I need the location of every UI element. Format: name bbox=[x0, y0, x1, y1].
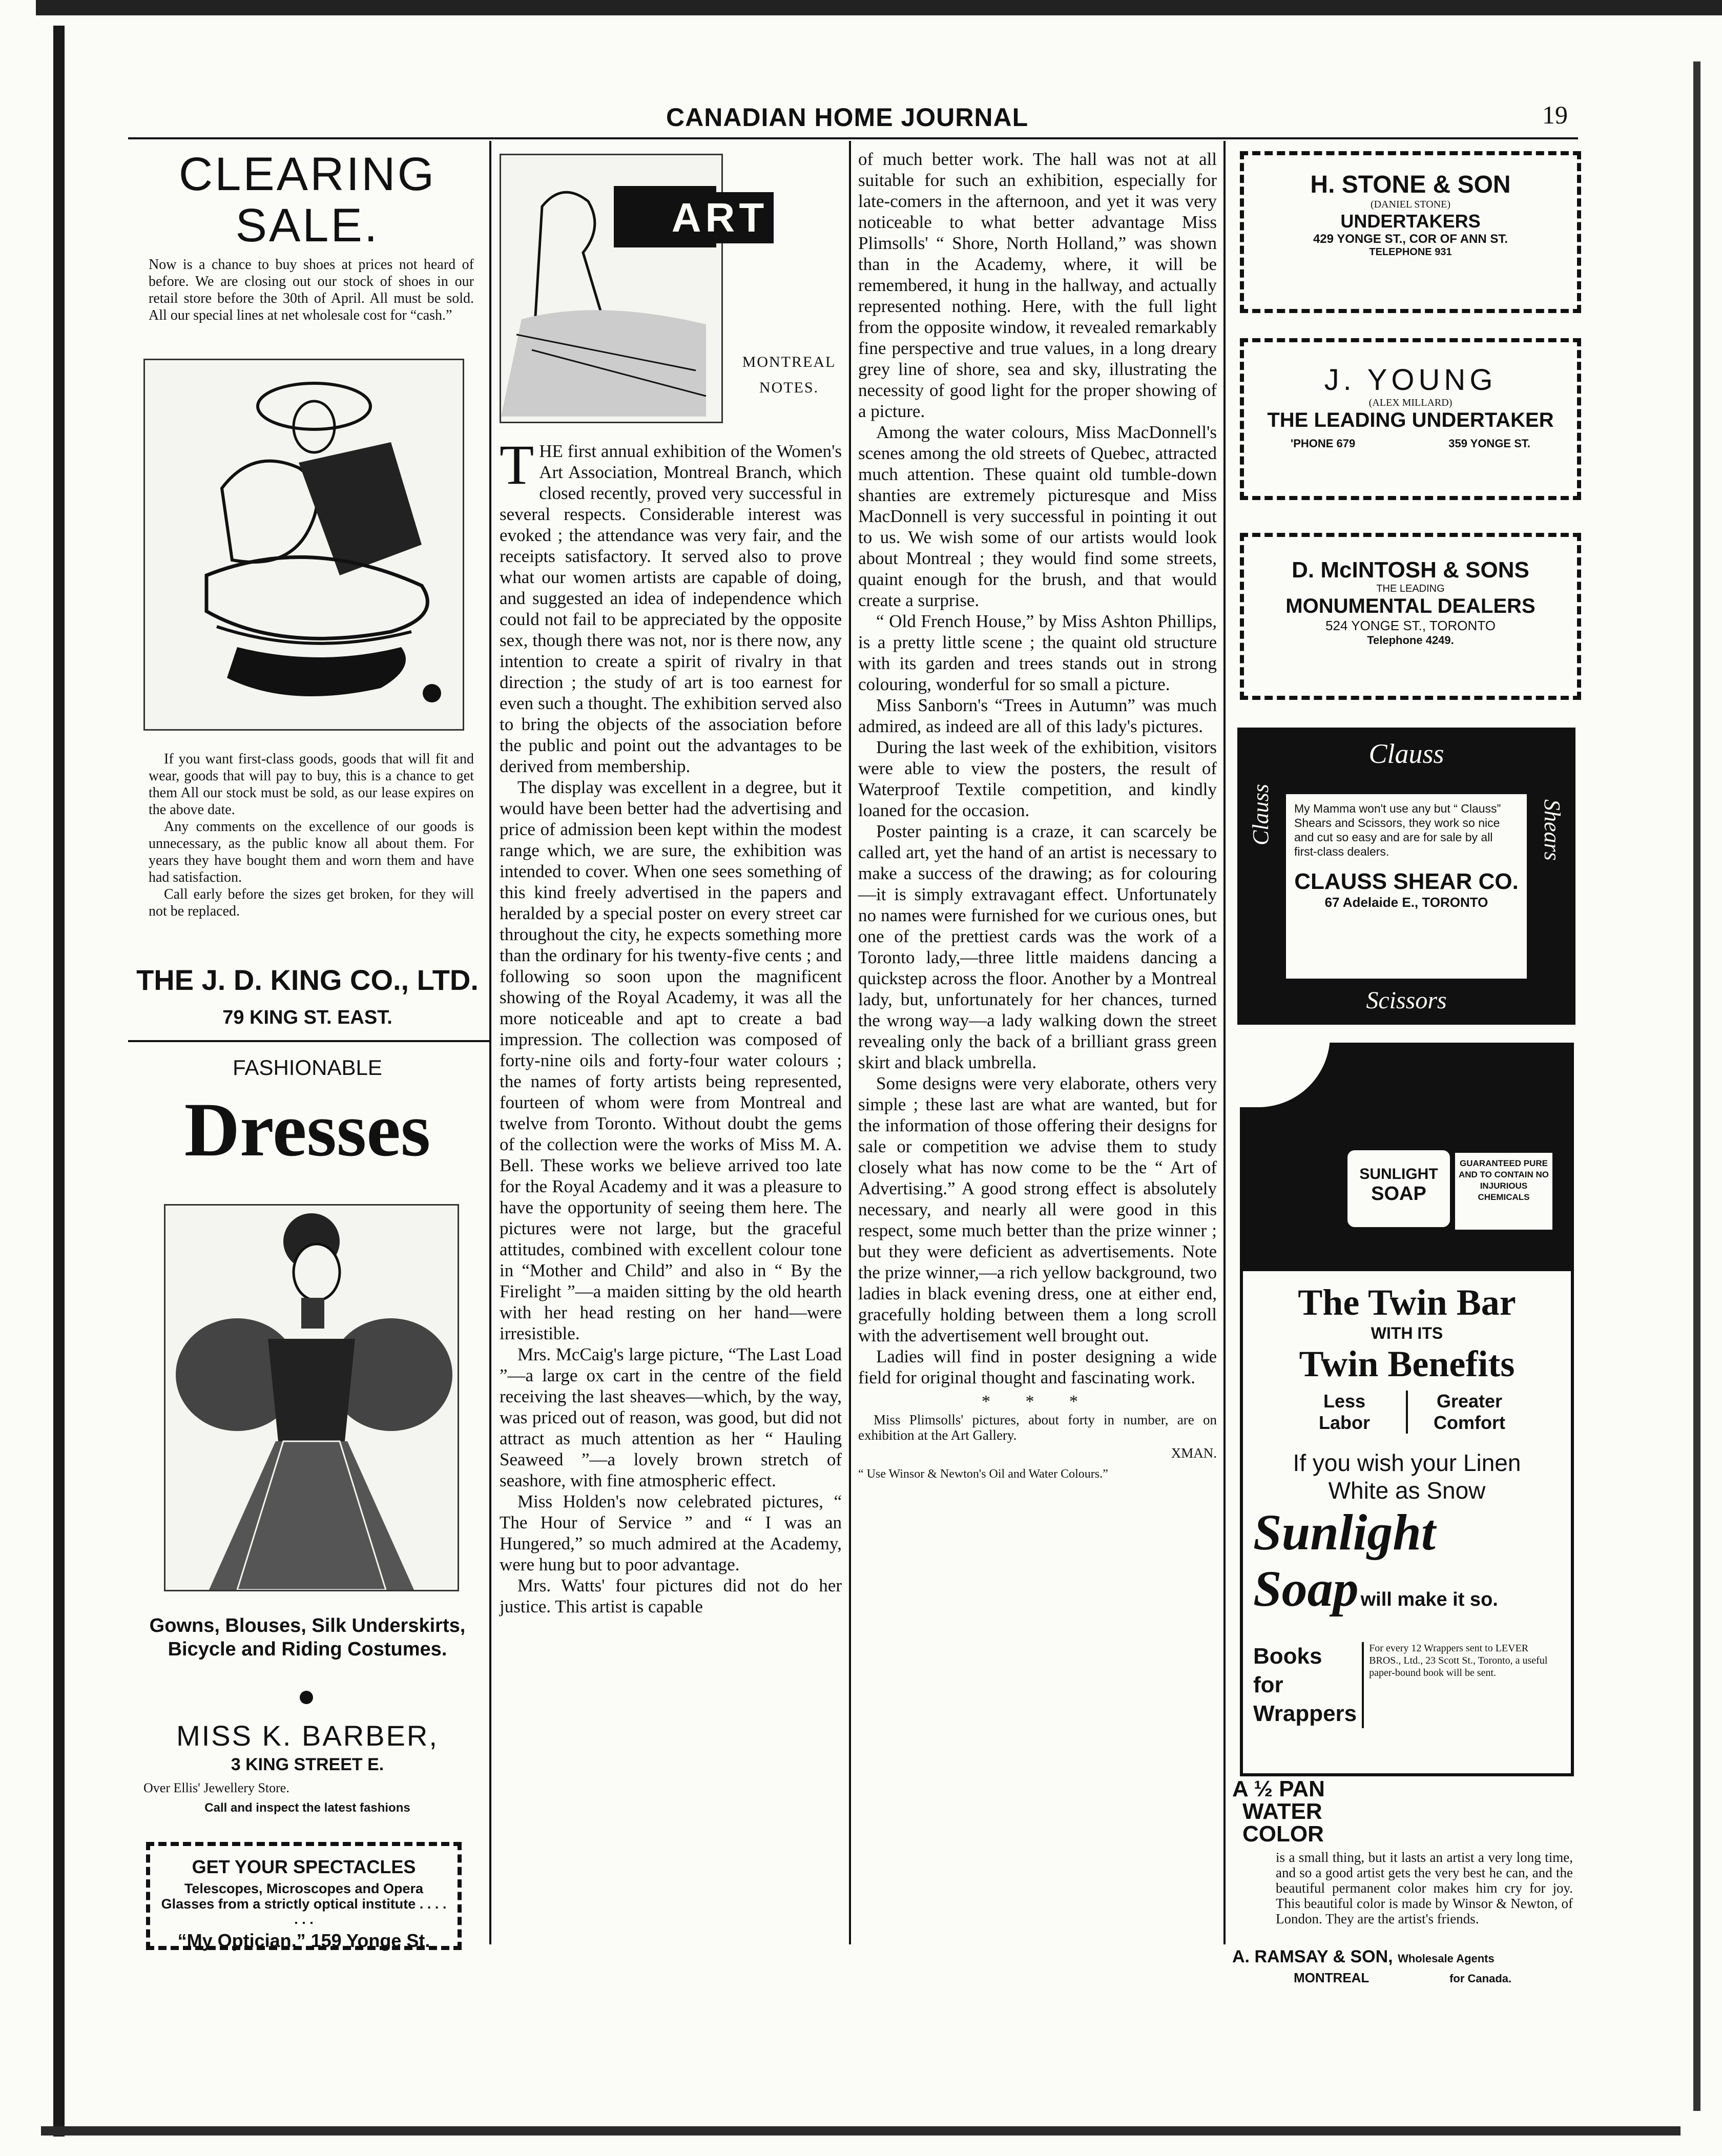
young-kind: THE LEADING UNDERTAKER bbox=[1267, 409, 1554, 431]
clearing-body-block bbox=[149, 751, 474, 920]
soap-big: Soap bbox=[1253, 1560, 1359, 1617]
sunlight-label-line1: SUNLIGHT bbox=[1359, 1166, 1438, 1183]
article-paragraph-11: Poster painting is a craze, it can scarcely be called art, yet the hand of an artist is necessary to make a success of the drawing; as for colouring—it is simply extravagant effect. Unfortunately no names were furnished for we curious ones, but one of the prettiest cards was the work of a Toronto lady,—three little maidens dancing a quickstep across the floor. Another by a Montreal lady, but, unfortunately for her chances, turned the wrong way—a lady walking down the street revealing only the back of a brilliant grass green skirt and black umbrella. bbox=[858, 821, 1217, 1072]
dresses-title: Dresses bbox=[184, 1087, 431, 1172]
article-paragraph-8: “ Old French House,” by Miss Ashton Phillips, is a pretty little scene ; the quaint old structure with its garden and trees stands out in strong colouring, wonderful for so small a picture. bbox=[858, 611, 1217, 694]
article-column-2 bbox=[500, 433, 842, 1617]
clearing-intro: Now is a chance to buy shoes at prices not heard of before. We are closing out our stock of shoes in our retail store before the 30th of April. All must be sold. All our special lines at net wholesale cost for “cash.” bbox=[149, 257, 474, 323]
column-rule-3 bbox=[1223, 141, 1226, 1944]
benefit-greater: Greater bbox=[1436, 1391, 1503, 1412]
clearing-body-2: Any comments on the excellence of our goods is unnecessary, as the public know all about them. For years they have bought them and worn them and have had satisfaction. bbox=[149, 819, 474, 885]
clauss-script-left: Clauss bbox=[1248, 784, 1273, 845]
dress-illustration bbox=[164, 1204, 459, 1591]
stone-name: H. STONE & SON bbox=[1310, 171, 1511, 198]
twin-with: WITH ITS bbox=[1371, 1324, 1443, 1342]
section-stars: * * * bbox=[982, 1392, 1093, 1411]
art-banner: ART bbox=[666, 192, 774, 243]
linen-line-1: If you wish your Linen bbox=[1293, 1449, 1521, 1476]
clearing-sale-title bbox=[154, 149, 461, 251]
article-paragraph-1: HE first annual exhibition of the Women's Art Association, Montreal Branch, which closed recently, proved very successful in several respects. Considerable interest was evoked ; the attendance was very fair, and the receipts satisfactory. It served also to prove what our women artists are capable of doing, and suggested an idea of independence which could not fail to be appreciated by the opposite sex, though there was not, nor is there now, any intention to create a spirit of rivalry in that direction ; the study of art is too earnest for even such a thought. The exhibition served also to bring the objects of the association before the public and point out the advantages to be derived from membership. bbox=[500, 441, 842, 776]
page-number: 19 bbox=[1542, 100, 1568, 129]
article-paragraph-9: Miss Sanborn's “Trees in Autumn” was much admired, as indeed are all of this lady's pictures. bbox=[858, 695, 1217, 736]
benefit-less: Less bbox=[1323, 1391, 1366, 1412]
clauss-text: My Mamma won't use any but “ Clauss” Shears and Scissors, they work so nice and cut so easy and are for sale by all first-class dealers. bbox=[1294, 802, 1501, 858]
young-sub: (ALEX MILLARD) bbox=[1368, 397, 1453, 408]
scan-border-right bbox=[1693, 61, 1700, 2111]
young-contact bbox=[1244, 437, 1577, 450]
twin-title: The Twin Bar bbox=[1298, 1282, 1516, 1323]
will-make-it-so: will make it so. bbox=[1360, 1589, 1498, 1610]
clearing-title-line1: CLEARING bbox=[178, 148, 437, 200]
benefit-left bbox=[1283, 1391, 1408, 1434]
young-phone: 'PHONE 679 bbox=[1290, 437, 1356, 450]
article-paragraph-4: Miss Holden's now celebrated pictures, “ The Hour of Service ” and “ I was an Hungered,” so much admired at the Academy, were hung but to poor advantage. bbox=[500, 1491, 842, 1574]
dresses-list: Gowns, Blouses, Silk Underskirts, Bicycle and Riding Costumes. bbox=[149, 1615, 466, 1660]
sunlight-big: Sunlight bbox=[1253, 1504, 1436, 1561]
ramsay-agents: Wholesale Agents bbox=[1398, 1952, 1495, 1965]
barber-call: Call and inspect the latest fashions bbox=[204, 1801, 410, 1815]
spectacles-ad bbox=[146, 1842, 462, 1950]
section-title-montreal: MONTREAL bbox=[742, 354, 836, 370]
stone-address: 429 YONGE ST., COR OF ANN ST. bbox=[1313, 232, 1508, 246]
stone-kind: UNDERTAKERS bbox=[1340, 211, 1481, 232]
sunlight-label bbox=[1345, 1148, 1452, 1229]
montreal-line bbox=[1232, 1970, 1591, 1986]
article-paragraph-10: During the last week of the exhibition, visitors were able to view the posters, the result of Waterproof Textile competition, and kindly loaned for the occasion. bbox=[858, 737, 1217, 820]
half-pan-heading bbox=[1232, 1778, 1386, 1846]
ad-divider-1 bbox=[128, 1040, 489, 1042]
mcintosh-telephone: Telephone 4249. bbox=[1367, 634, 1454, 647]
half-pan-text: is a small thing, but it lasts an artist a very long time, and so a good artist gets the very best he can, and the beautiful permanent color makes him cry for joy. This beautiful color is made by Winsor & Newton, of London. They are the artist's friends. bbox=[1276, 1850, 1573, 1926]
dresses-kicker: FASHIONABLE bbox=[233, 1055, 382, 1080]
benefit-labor: Labor bbox=[1318, 1412, 1370, 1433]
clauss-shear-ad bbox=[1237, 728, 1575, 1025]
clearing-body: If you want first-class goods, goods that will fit and wear, goods that will pay to buy, this is a chance to get them All our stock must be sold, as our lease expires on the above date. bbox=[149, 751, 474, 818]
barber-address: 3 KING STREET E. bbox=[231, 1755, 384, 1774]
benefit-right bbox=[1408, 1391, 1531, 1434]
scan-border-bottom bbox=[41, 2126, 1680, 2136]
pan-line1: A ½ PAN bbox=[1232, 1776, 1325, 1801]
books-line2: Wrappers bbox=[1253, 1701, 1357, 1726]
sunlight-header-art bbox=[1243, 1046, 1571, 1271]
article-paragraph-2: The display was excellent in a degree, but it would have been better had the advertising and price of admission been kept within the modest range which, we are sure, the exhibition was intended to cover. When one sees something of this kind freely advertised in the papers and heralded by a special poster on every street car throughout the city, he expects something more than the ordinary for his twenty-five cents ; and following so soon upon the magnificent showing of the Royal Academy, it was all the more noticeable and apt to create a bad impression. The collection was composed of forty-nine oils and forty-four water colours ; the names of forty artists being represented, fourteen of whom were from Montreal and twelve from Toronto. Without doubt the gems of the collection were the works of Miss M. A. Bell. These works we believe arrived too late for the Royal Academy and it was a pleasure to have the opportunity of seeing them here. The pictures were not large, but the graceful attitudes, combined with excellent colour tone in “Mother and Child” and also in “ By the Firelight ”—a maiden sitting by the old hearth with her head resting on her hand—were irresistible. bbox=[500, 777, 842, 1343]
twin-benefit-table bbox=[1243, 1391, 1571, 1434]
spectacles-shop: “My Optician,” 159 Yonge St. bbox=[177, 1930, 430, 1951]
bullet-dot bbox=[300, 1691, 313, 1704]
mcintosh-kind: MONUMENTAL DEALERS bbox=[1285, 595, 1536, 617]
article-paragraph-6: of much better work. The hall was not at all suitable for such an exhibition, especially for late-comers in the afternoon, and yet it was very noticeable to what better advantage Miss Plimsolls' “ Shore, North Holland,” was shown than in the Academy, where, it will be remembered, it hung in the hallway, and actually represented nothing. Here, with the full light from the opposite window, it revealed remarkably fine perspective and true values, in a long dreary grey line of shore, sea and sky, illustrating the necessity of good light for the proper showing of a picture. bbox=[858, 149, 1217, 421]
article-paragraph-3: Mrs. McCaig's large picture, “The Last Load ”—a large ox cart in the centre of the field receiving the last sheaves—which, by the way, was priced out of reason, was good, but did not attract as much attention as her “ Hauling Seaweed ”—a lovely brown stretch of seashore, with fine atmospheric effect. bbox=[500, 1344, 842, 1490]
section-title-notes: NOTES. bbox=[759, 379, 819, 396]
mcintosh-lead: THE LEADING bbox=[1376, 583, 1445, 594]
books-heading bbox=[1253, 1642, 1364, 1728]
barber-over: Over Ellis' Jewellery Store. bbox=[143, 1780, 289, 1795]
column-rule-2 bbox=[849, 141, 851, 1944]
stone-telephone: TELEPHONE 931 bbox=[1369, 246, 1452, 258]
sunlight-soap-ad bbox=[1240, 1043, 1574, 1776]
for-canada-label: for Canada. bbox=[1449, 1972, 1512, 1985]
scan-border-top bbox=[36, 0, 1722, 15]
article-paragraph-7: Among the water colours, Miss MacDonnell's scenes among the old streets of Quebec, attracted much attention. These quaint old tumble-down shanties are extremely picturesque and Miss MacDonnell is very successful in pointing it out to us. We wish some of our artists would look about Montreal ; they would find some streets, quaint enough for the brush, and that would create a surprise. bbox=[858, 422, 1217, 610]
article-paragraph-13: Ladies will find in poster designing a wide field for original thought and fascinating work. bbox=[858, 1346, 1217, 1387]
footer-quote: “ Use Winsor & Newton's Oil and Water Colours.” bbox=[858, 1467, 1108, 1481]
king-address: 79 KING ST. EAST. bbox=[222, 1007, 392, 1028]
shoe-illustration bbox=[143, 359, 464, 731]
pan-line2: WATER bbox=[1242, 1799, 1322, 1824]
sunlight-label-line2: SOAP bbox=[1371, 1183, 1426, 1205]
books-for-wrappers bbox=[1253, 1642, 1561, 1728]
young-name: J. YOUNG bbox=[1324, 363, 1497, 397]
article-paragraph-5: Mrs. Watts' four pictures did not do her justice. This artist is capable bbox=[500, 1575, 842, 1616]
ramsay-name: A. RAMSAY & SON, bbox=[1232, 1947, 1393, 1966]
scan-border-left bbox=[53, 26, 65, 2137]
linen-line-2: White as Snow bbox=[1328, 1477, 1486, 1504]
mcintosh-ad bbox=[1240, 533, 1581, 700]
clauss-name: CLAUSS SHEAR CO. bbox=[1294, 869, 1519, 894]
stone-sub: (DANIEL STONE) bbox=[1370, 199, 1451, 210]
king-company-name: THE J. D. KING CO., LTD. bbox=[136, 964, 479, 996]
books-line1: Books for bbox=[1253, 1644, 1322, 1697]
clauss-script-bottom: Scissors bbox=[1366, 987, 1447, 1014]
article-note: Miss Plimsolls' pictures, about forty in number, are on exhibition at the Art Gallery. bbox=[858, 1412, 1217, 1443]
ramsay-line bbox=[1232, 1947, 1591, 1967]
pan-line3: COLOR bbox=[1242, 1821, 1324, 1847]
clearing-body-3: Call early before the sizes get broken, for they will not be replaced. bbox=[149, 886, 474, 919]
header-rule bbox=[128, 137, 1578, 139]
young-address: 359 YONGE ST. bbox=[1448, 437, 1530, 450]
clauss-panel bbox=[1286, 794, 1527, 979]
benefit-comfort: Comfort bbox=[1434, 1412, 1505, 1433]
young-undertaker-ad bbox=[1240, 338, 1581, 500]
clauss-address: 67 Adelaide E., TORONTO bbox=[1324, 895, 1488, 910]
twin-benefits: Twin Benefits bbox=[1299, 1343, 1515, 1384]
article-paragraph-12: Some designs were very elaborate, others very simple ; these last are what are wanted, but for the information of those offering their designs for sale or competition we advise them to study closely what has now come to be the “ Art of Advertising.” A good strong effect is absolutely necessary, and nearly all were good in this respect, some much better than the prize winner ; but they were deficient as advertisements. Note the prize winner,—a rich yellow background, two ladies in black evening dress, one at either end, gracefully holding between them a long scroll with the advertisement well brought out. bbox=[858, 1073, 1217, 1345]
dropcap: T bbox=[500, 433, 534, 496]
clauss-script-right: Shears bbox=[1540, 799, 1565, 861]
article-signature: XMAN. bbox=[1171, 1445, 1217, 1461]
column-rule-1 bbox=[489, 141, 491, 1944]
clauss-script-top: Clauss bbox=[1368, 738, 1444, 769]
guaranteed-label: GUARANTEED PURE AND TO CONTAIN NO INJURIOUS CHEMICALS bbox=[1453, 1151, 1554, 1232]
clearing-title-line2: SALE. bbox=[235, 199, 380, 252]
spectacles-title: GET YOUR SPECTACLES bbox=[192, 1856, 416, 1877]
montreal-label: MONTREAL bbox=[1294, 1970, 1369, 1985]
stone-undertakers-ad bbox=[1240, 151, 1581, 313]
mcintosh-address: 524 YONGE ST., TORONTO bbox=[1325, 618, 1496, 633]
soap-line bbox=[1253, 1561, 1571, 1632]
sun-icon bbox=[1238, 1035, 1330, 1107]
journal-title: CANADIAN HOME JOURNAL bbox=[666, 103, 1029, 132]
article-column-3 bbox=[858, 149, 1217, 1485]
spectacles-body: Telescopes, Microscopes and Opera Glasses from a strictly optical institute . . . . . . . bbox=[161, 1881, 447, 1927]
barber-name: MISS K. BARBER, bbox=[176, 1719, 439, 1752]
mcintosh-name: D. McINTOSH & SONS bbox=[1292, 557, 1529, 583]
books-text: For every 12 Wrappers sent to LEVER BROS., Ltd., 23 Scott St., Toronto, a useful paper-bound book will be sent. bbox=[1369, 1643, 1548, 1678]
